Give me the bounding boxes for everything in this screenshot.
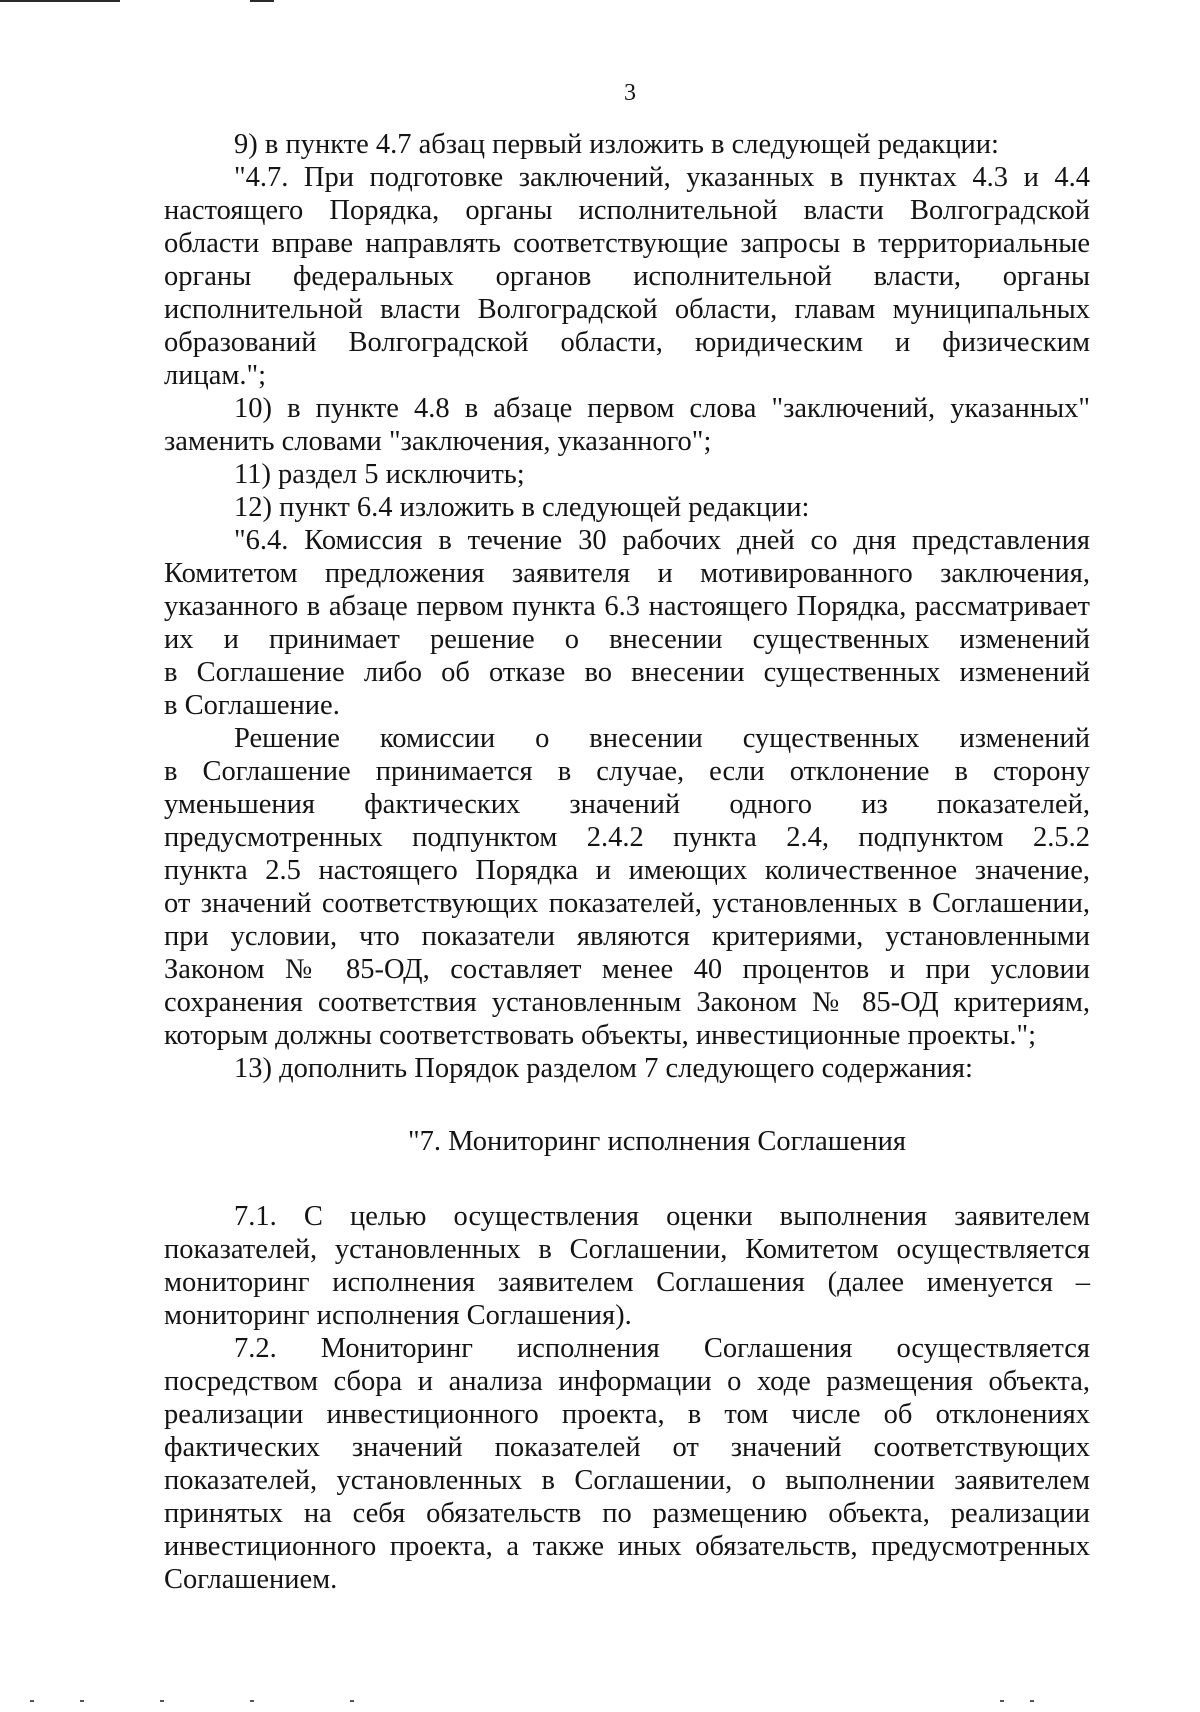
section-text-line: показателей, установленных в Соглашении, о выполнении заявителем [164, 1465, 1090, 1496]
text-line: образований Волгоградской области, юридическим и физическим [164, 327, 1090, 358]
text-line: 9) в пункте 4.7 абзац первый изложить в следующей редакции: [234, 129, 999, 160]
section-text-line: инвестиционного проекта, а также иных обязательств, предусмотренных [164, 1531, 1090, 1562]
scan-edge-mark [0, 0, 120, 2]
text-line: в Соглашение либо об отказе во внесении существенных изменений [164, 657, 1090, 688]
section-7-text [164, 1200, 1090, 1596]
section-text-line: Соглашением. [164, 1564, 338, 1595]
text-line: сохранения соответствия установленным Законом № 85-ОД критериям, [164, 987, 1090, 1018]
scan-bottom-edge [20, 1700, 1180, 1706]
text-line: 10) в пункте 4.8 в абзаце первом слова "заключений, указанных" [234, 393, 1090, 424]
text-line: их и принимает решение о внесении существенных изменений [164, 624, 1090, 655]
text-line: предусмотренных подпунктом 2.4.2 пункта 2.4, подпунктом 2.5.2 [164, 822, 1090, 853]
text-line: лицам."; [164, 360, 267, 391]
section-text-line: посредством сбора и анализа информации о ходе размещения объекта, [164, 1366, 1090, 1397]
text-line: заменить словами "заключения, указанного"; [164, 426, 712, 457]
text-line: "4.7. При подготовке заключений, указанных в пунктах 4.3 и 4.4 [234, 162, 1090, 193]
text-line: в Соглашение. [164, 690, 340, 721]
section-text-line: мониторинг исполнения Соглашения). [164, 1300, 632, 1331]
section-text-line: принятых на себя обязательств по размещению объекта, реализации [164, 1498, 1090, 1529]
text-line: исполнительной власти Волгоградской области, главам муниципальных [164, 294, 1090, 325]
text-line: в Соглашение принимается в случае, если отклонение в сторону [164, 756, 1090, 787]
section-text-line: 7.2. Мониторинг исполнения Соглашения осуществляется [234, 1333, 1090, 1364]
text-line: при условии, что показатели являются критериями, установленными [164, 921, 1090, 952]
section-text-line: фактических значений показателей от значений соответствующих [164, 1432, 1090, 1463]
text-line: 13) дополнить Порядок разделом 7 следующего содержания: [234, 1053, 973, 1084]
text-line: Законом № 85-ОД, составляет менее 40 процентов и при условии [164, 954, 1090, 985]
text-line: пункта 2.5 настоящего Порядка и имеющих количественное значение, [164, 855, 1090, 886]
text-line: от значений соответствующих показателей, установленных в Соглашении, [164, 888, 1090, 919]
text-line: области вправе направлять соответствующие запросы в территориальные [164, 228, 1090, 259]
text-line: 12) пункт 6.4 изложить в следующей редакции: [234, 492, 810, 523]
text-line: уменьшения фактических значений одного из показателей, [164, 789, 1090, 820]
scan-edge-mark [250, 0, 274, 2]
text-line: Решение комиссии о внесении существенных изменений [234, 723, 1090, 754]
text-line: которым должны соответствовать объекты, инвестиционные проекты."; [164, 1020, 1037, 1051]
document-body [164, 128, 1090, 1596]
text-line: органы федеральных органов исполнительной власти, органы [164, 261, 1090, 292]
text-line: 11) раздел 5 исключить; [234, 459, 525, 490]
page-number: 3 [624, 80, 636, 106]
section-text-line: мониторинг исполнения заявителем Соглашения (далее именуется – [164, 1267, 1090, 1298]
section-text-line: показателей, установленных в Соглашении, Комитетом осуществляется [164, 1234, 1090, 1265]
section-text-line: 7.1. С целью осуществления оценки выполнения заявителем [234, 1201, 1090, 1232]
text-line: указанного в абзаце первом пункта 6.3 настоящего Порядка, рассматривает [164, 591, 1090, 622]
section-text-line: реализации инвестиционного проекта, в том числе об отклонениях [164, 1399, 1090, 1430]
amendments-list [164, 128, 1090, 1085]
section-heading: "7. Мониторинг исполнения Соглашения [408, 1126, 906, 1157]
text-line: "6.4. Комиссия в течение 30 рабочих дней со дня представления [234, 525, 1090, 556]
text-line: настоящего Порядка, органы исполнительной власти Волгоградской [164, 195, 1090, 226]
text-line: Комитетом предложения заявителя и мотивированного заключения, [164, 558, 1090, 589]
